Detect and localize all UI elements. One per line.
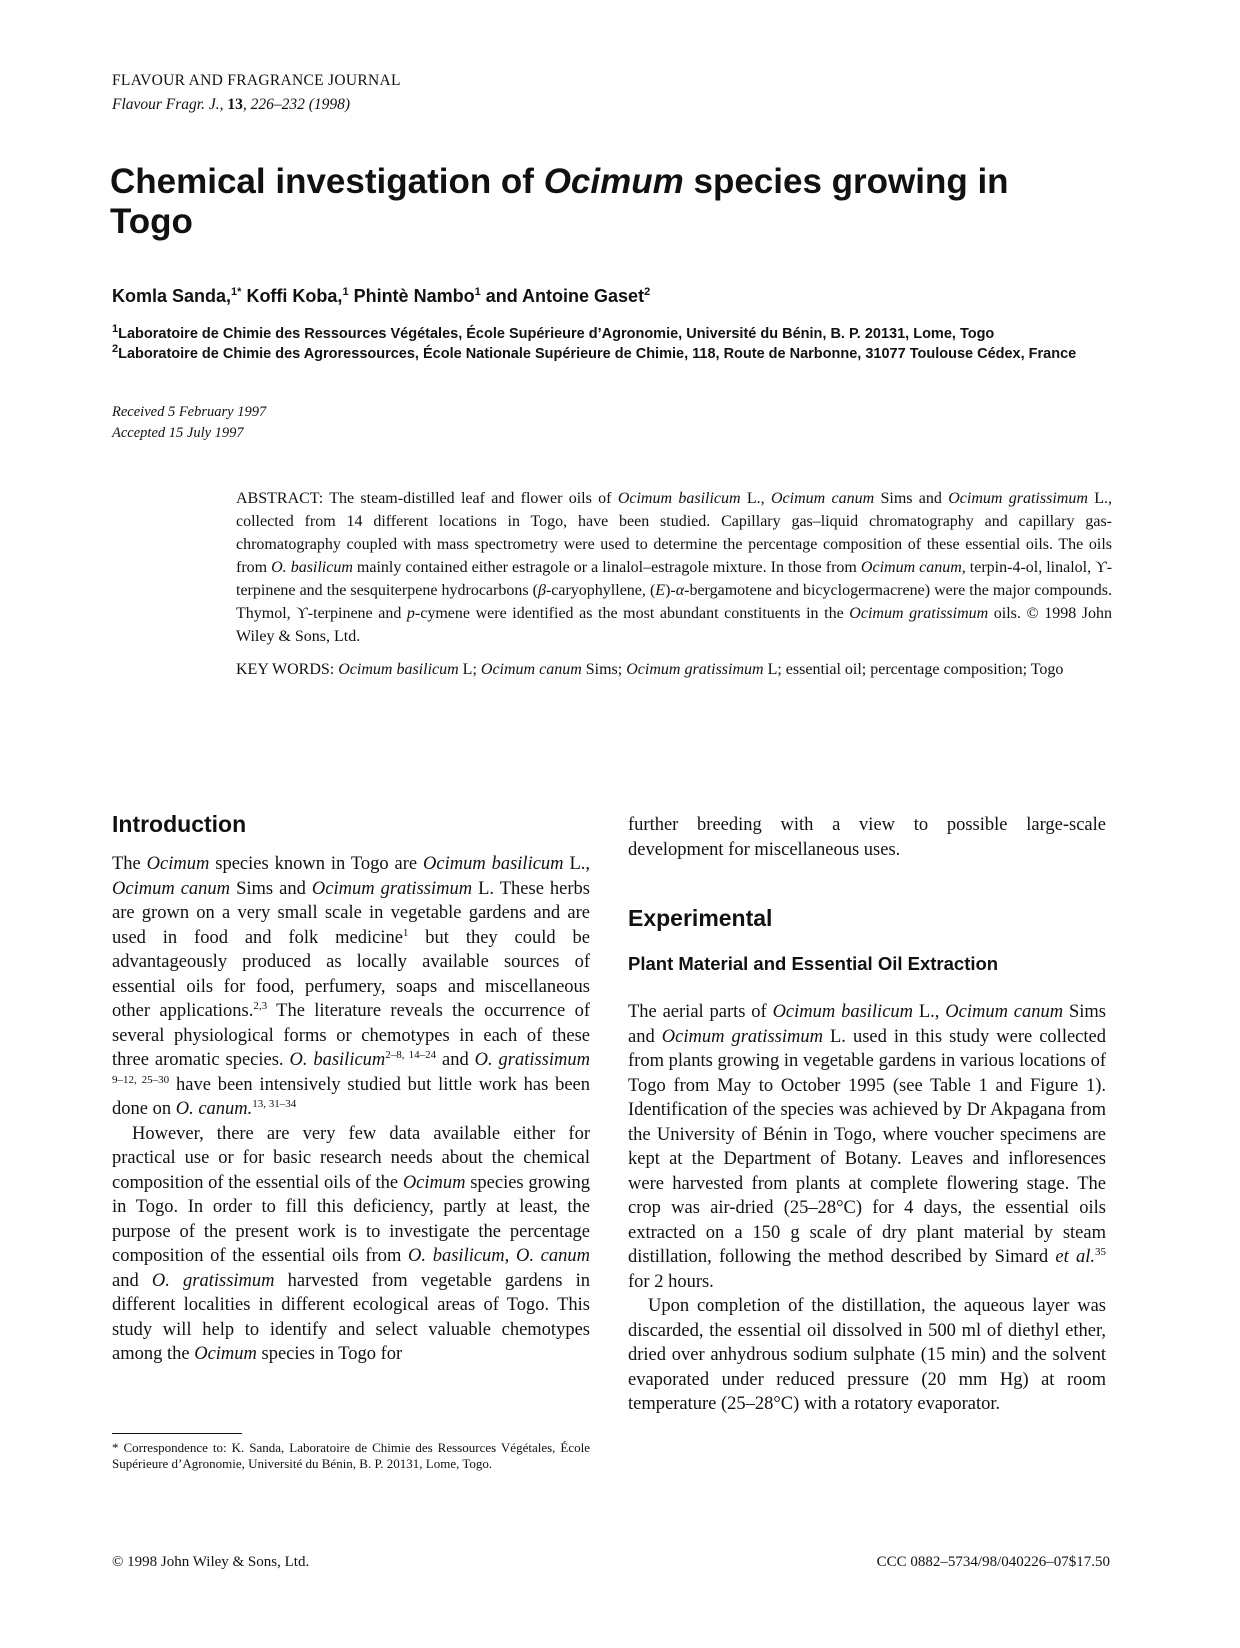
journal-name: FLAVOUR AND FRAGRANCE JOURNAL bbox=[112, 72, 401, 89]
body-italic: Ocimum canum bbox=[112, 878, 231, 899]
body-span: have been intensively studied but little work has been done on bbox=[112, 1074, 591, 1119]
body-span: and bbox=[436, 1050, 475, 1070]
abstract-text bbox=[236, 487, 1112, 648]
author-mark: 1 bbox=[342, 286, 349, 298]
keyword-italic: Ocimum basilicum bbox=[338, 661, 459, 678]
journal-citation: Flavour Fragr. J., 13, 226–232 (1998) bbox=[112, 96, 351, 113]
abstract-italic: Ocimum canum bbox=[770, 490, 875, 507]
intro-continuation bbox=[628, 813, 1106, 862]
keyword-italic: Ocimum gratissimum bbox=[626, 661, 764, 678]
abstract-span: )- bbox=[665, 582, 676, 599]
body-span: and bbox=[112, 1270, 152, 1291]
body-italic: Ocimum gratissimum bbox=[311, 878, 473, 899]
body-span: , bbox=[504, 1246, 516, 1266]
abstract bbox=[236, 487, 1112, 681]
article-title bbox=[110, 162, 1010, 242]
abstract-span: Sims and bbox=[874, 490, 949, 507]
abstract-span: -cymene were identified as the most abundant constituents in the bbox=[414, 605, 850, 622]
abstract-span: The steam-distilled leaf and flower oils of bbox=[323, 490, 618, 507]
body-span: Sims and bbox=[230, 878, 312, 899]
abstract-italic: Ocimum basilicum bbox=[617, 490, 741, 507]
title-text: Chemical investigation of bbox=[110, 162, 544, 201]
author: and Antoine Gaset bbox=[480, 286, 645, 306]
body-italic: Ocimum bbox=[146, 854, 210, 874]
citation-ref: 35 bbox=[1095, 1245, 1106, 1258]
intro-paragraph-1 bbox=[112, 852, 590, 1122]
body-italic: Ocimum bbox=[402, 1172, 466, 1193]
received-date: Received 5 February 1997 bbox=[112, 404, 267, 420]
author-mark: 1 bbox=[474, 286, 481, 298]
body-span: species growing in Togo. In order to fill this deficiency, partly at least, the purpose of the present work is to investigate the percentage composition of the essential oils from bbox=[112, 1172, 590, 1266]
citation-ref: 2–8, 14–24 bbox=[385, 1048, 437, 1061]
body-italic: Ocimum gratissimum bbox=[661, 1026, 823, 1047]
abstract-italic: E bbox=[655, 582, 666, 599]
body-span: L., bbox=[563, 854, 590, 874]
body-italic: O. canum. bbox=[175, 1099, 253, 1119]
affiliations bbox=[112, 324, 1132, 364]
experimental-paragraph-2: Upon completion of the distillation, the aqueous layer was discarded, the essential oil dissolved in 500 ml of diethyl ether, dried over anhydrous sodium sulphate (15 min) and the solvent evaporated under reduced pressure (20 mm Hg) at room temperature (25–28°C) with a rotatory evaporator. bbox=[628, 1296, 1106, 1414]
body-span: species in Togo for bbox=[256, 1344, 403, 1364]
keyword-span: Sims; bbox=[581, 661, 627, 678]
body-span: L., bbox=[913, 1002, 946, 1022]
affiliation-mark: 1 bbox=[112, 323, 119, 336]
body-italic: Ocimum basilicum bbox=[423, 854, 564, 874]
author-mark: 1* bbox=[231, 286, 242, 298]
abstract-italic: Ocimum gratissimum bbox=[849, 605, 989, 622]
body-italic: O. canum bbox=[516, 1246, 591, 1266]
experimental-paragraph-1 bbox=[628, 1000, 1106, 1294]
author-list bbox=[112, 284, 650, 308]
subsection-heading: Plant Material and Essential Oil Extraction bbox=[628, 953, 999, 974]
affiliation-text: Laboratoire de Chimie des Agroressources, École Nationale Supérieure de Chimie, 118, Route de Narbonne, 31077 Toulouse Cédex, France bbox=[118, 346, 1077, 362]
body-span: However, there are very few data available either for practical use or for basic research needs about the chemical composition of the essential oils of the bbox=[112, 1123, 590, 1193]
keyword-span: L; essential oil; percentage composition; Togo bbox=[763, 661, 1064, 678]
intro-paragraph-2 bbox=[112, 1122, 590, 1367]
body-span: L. used in this study were collected from plants growing in vegetable gardens in various locations of Togo from May to October 1995 (see Table 1 and Figure 1). Identification of the species was achieved by Dr Akpagana from the University of Bénin in Togo, where voucher specimens are kept at the Department of Botany. Leaves and infloresences were harvested from plants at complete flowering stage. The crop was air-dried (25–28°C) for 4 days, the essential oils extracted on a 150 g scale of dry plant material by steam distillation, following the method described by Simard bbox=[628, 1026, 1106, 1267]
abstract-italic: β bbox=[537, 582, 546, 599]
abstract-span: mainly contained either estragole or a linalol–estragole mixture. In those from bbox=[352, 559, 861, 576]
abstract-span: , terpin-4-ol, linalol, ϒ-terpinene and the sesquiterpene hydrocarbons ( bbox=[236, 559, 1113, 599]
abstract-italic: Ocimum gratissimum bbox=[948, 490, 1088, 507]
abstract-span: L., bbox=[740, 490, 771, 507]
left-column bbox=[112, 810, 590, 1367]
copyright-footer: © 1998 John Wiley & Sons, Ltd. bbox=[112, 1554, 310, 1570]
citation-prefix: Flavour Fragr. J. bbox=[112, 96, 220, 113]
body-italic: O. basilicum bbox=[289, 1050, 386, 1070]
title-text: species growing in Togo bbox=[110, 162, 1009, 241]
body-span: for 2 hours. bbox=[628, 1271, 714, 1292]
body-span: further breeding with a view to possible large-scale development for miscellaneous uses. bbox=[628, 815, 1106, 860]
citation-volume: 13 bbox=[227, 96, 243, 113]
abstract-span: -bergamotene and bicyclogermacrene) were the major compounds. Thymol, ϒ-terpinene and bbox=[236, 582, 1112, 622]
affiliation-text: Laboratoire de Chimie des Ressources Végétales, École Supérieure d’Agronomie, Université du Bénin, B. P. 20131, Lome, Togo bbox=[118, 326, 995, 342]
abstract-span: L., collected from 14 different locations in Togo, have been studied. Capillary gas–liquid chromatography and capillary gas-chromatography coupled with mass spectrometry were used to determine the percentage composition of these essential oils. The oils from bbox=[236, 490, 1112, 576]
citation-ref: 9–12, 25–30 bbox=[112, 1073, 170, 1086]
accepted-date: Accepted 15 July 1997 bbox=[112, 425, 244, 441]
affiliation bbox=[112, 344, 1132, 364]
abstract-label: ABSTRACT: bbox=[236, 490, 324, 507]
citation-ref: 13, 31–34 bbox=[252, 1097, 297, 1110]
body-span: The bbox=[112, 854, 147, 874]
keyword-italic: Ocimum canum bbox=[480, 661, 582, 678]
author: Komla Sanda, bbox=[112, 286, 232, 306]
body-italic: Ocimum bbox=[194, 1344, 257, 1364]
title-italic: Ocimum bbox=[543, 162, 684, 201]
author: Phintè Nambo bbox=[348, 286, 475, 306]
body-italic: Ocimum basilicum bbox=[772, 1002, 914, 1022]
abstract-italic: O. basilicum bbox=[271, 559, 353, 576]
body-span: but they could be advantageously produced as locally available sources of essential oils for food, perfumery, soaps and miscellaneous other applications. bbox=[112, 927, 590, 1021]
right-column bbox=[628, 813, 1106, 1417]
body-italic: Ocimum canum bbox=[945, 1002, 1064, 1022]
abstract-italic: α bbox=[675, 582, 685, 599]
keyword-span: L; bbox=[458, 661, 481, 678]
body-span: harvested from vegetable gardens in different localities in different ecological areas of Togo. This study will help to identify and select valuable chemotypes among the bbox=[112, 1270, 590, 1364]
abstract-span: -caryophyllene, ( bbox=[545, 582, 656, 599]
abstract-span: oils. © 1998 John Wiley & Sons, Ltd. bbox=[236, 605, 1113, 645]
body-italic: et al. bbox=[1055, 1247, 1095, 1267]
affiliation bbox=[112, 324, 1132, 344]
body-italic: O. gratissimum bbox=[151, 1270, 275, 1291]
correspondence-footnote: * Correspondence to: K. Sanda, Laboratoire de Chimie des Ressources Végétales, École Supérieure d’Agronomie, Université du Bénin, B. P. 20131, Lome, Togo. bbox=[112, 1440, 590, 1471]
citation-ref: 2,3 bbox=[253, 999, 268, 1012]
body-span: L. These herbs are grown on a very small scale in vegetable gardens and are used in food and folk medicine bbox=[112, 878, 591, 948]
body-span: The aerial parts of bbox=[628, 1002, 773, 1022]
abstract-italic: p bbox=[406, 605, 415, 622]
keywords-label: KEY WORDS: bbox=[236, 661, 335, 678]
citation-pages-year: , 226–232 (1998) bbox=[242, 96, 351, 113]
body-span: The literature reveals the occurrence of several physiological forms or chemotypes in each of these three aromatic species. bbox=[112, 1001, 590, 1070]
affiliation-mark: 2 bbox=[112, 343, 119, 356]
body-span: species known in Togo are bbox=[209, 854, 423, 874]
ccc-code-footer: CCC 0882–5734/98/040226–07$17.50 bbox=[876, 1554, 1110, 1570]
article-dates bbox=[112, 402, 266, 444]
abstract-italic: Ocimum canum bbox=[860, 559, 962, 576]
body-italic: O. gratissimum bbox=[474, 1050, 590, 1070]
citation-ref: 1 bbox=[402, 926, 409, 939]
experimental-heading: Experimental bbox=[628, 905, 773, 931]
introduction-heading: Introduction bbox=[112, 811, 247, 837]
author-mark: 2 bbox=[644, 286, 651, 298]
author: Koffi Koba, bbox=[241, 286, 343, 306]
keywords bbox=[236, 658, 1112, 681]
footnote-divider bbox=[112, 1433, 242, 1434]
body-span: Sims and bbox=[628, 1002, 1106, 1047]
body-italic: O. basilicum bbox=[408, 1246, 505, 1266]
